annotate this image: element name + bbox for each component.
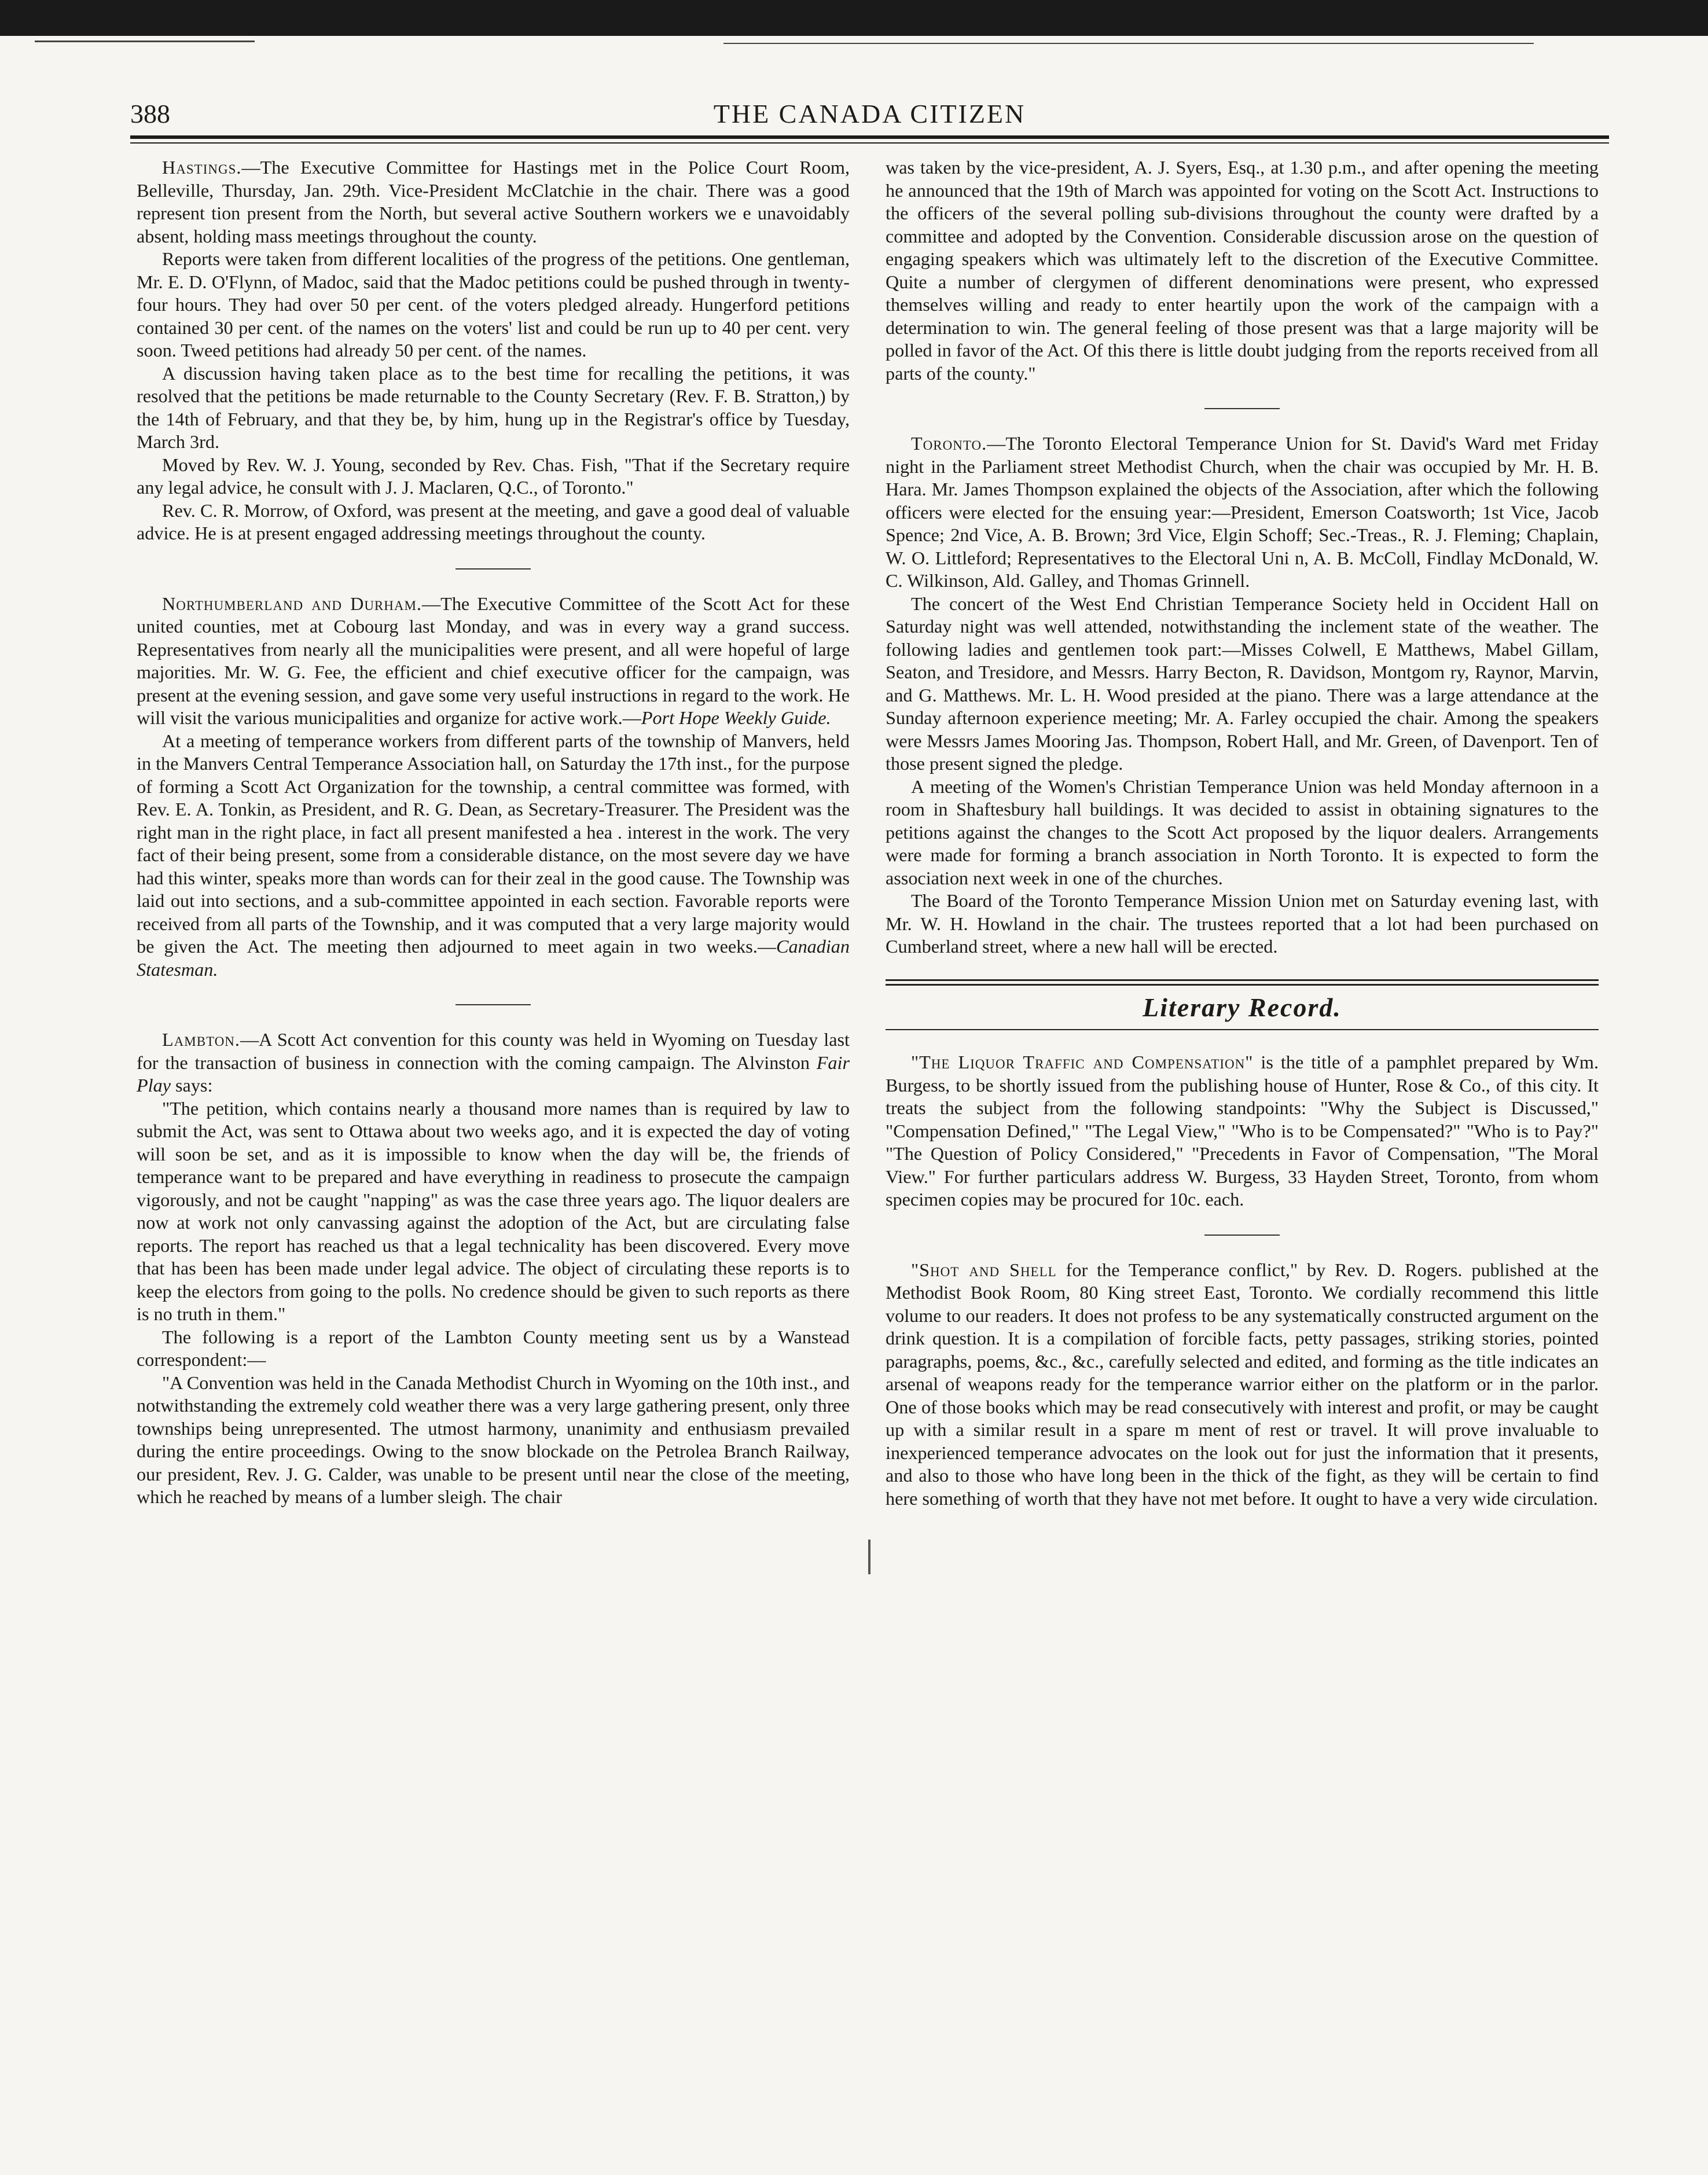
hastings-paragraph: Hastings.—The Executive Committee for Hastings met in the Police Court Room, Belleville, Thursday, Jan. 29th. Vice-President McClatchie in the chair. There was a good represent tion present from the North, but several active Southern workers we e unavoidably absent, holding mass meetings throughout the county. — [137, 157, 850, 247]
northumberland-paragraph: Northumberland and Durham.—The Executive Committee of the Scott Act for these united counties, met at Cobourg last Monday, and was in every way a grand success. Representatives from nearly all the municipalities were present, and all were hopeful of large majorities. Mr. W. G. Fee, the efficient and chief executive officer for the campaign, was present at the evening session, and gave some very useful instructions in regard to the work. He will visit the various municipalities and organize for active work.—Port Hope Weekly Guide. — [137, 593, 850, 728]
right-column — [886, 156, 1599, 1510]
article-paragraph: Reports were taken from different localities of the progress of the petitions. One gentleman, Mr. E. D. O'Flynn, of Madoc, said that the Madoc petitions could be pushed through in twenty-four hours. They had over 50 per cent. of the voters pledged already. Hungerford petitions contained 30 per cent. of the names on the voters' list and could be run up to 40 per cent. very soon. Tweed petitions had already 50 per cent. of the names. — [137, 248, 850, 361]
toronto-paragraph: Toronto.—The Toronto Electoral Temperance Union for St. David's Ward met Friday night in the Parliament street Methodist Church, when the chair was occupied by Mr. H. B. Hara. Mr. James Thompson explained the objects of the Association, after which the following officers were elected for the ensuing year:—President, Emerson Coatsworth; 1st Vice, Jacob Spence; 2nd Vice, A. B. Brown; 3rd Vice, Elgin Schoff; Sec.-Treas., R. J. Fleming; Chaplain, W. O. Littleford; Representatives to the Electoral Uni n, A. B. McColl, Findlay McDonald, W. C. Wilkinson, Ald. Galley, and Thomas Grinnell. — [886, 433, 1599, 591]
article-paragraph: A discussion having taken place as to the best time for recalling the petitions, it was resolved that the petitions be made returnable to the County Secretary (Rev. F. B. Stratton,) by the 14th of February, and that they be, by him, hung up in the Registrar's office by Tuesday, March 3rd. — [137, 362, 850, 452]
review-title: "Shot and Shell — [911, 1259, 1057, 1280]
review-title: "The Liquor Traffic and Compensation" — [911, 1052, 1254, 1072]
article-paragraph: The concert of the West End Christian Temperance Society held in Occident Hall on Saturday night was well attended, notwithstanding the inclement state of the weather. The following ladies and gentlemen took part:—Misses Colwell, E Matthews, Mabel Gillam, Seaton, and Tresidore, and Messrs. Harry Becton, R. Davidson, Montgom ry, Raynor, Marvin, and G. Matthews. Mr. L. H. Wood presided at the piano. There was a large attendance at the Sunday afternoon experience meeting; Mr. A. Farley occupied the chair. Among the speakers were Messrs James Mooring Jas. Thompson, Robert Hall, and Mr. Green, of Davenport. Ten of those present signed the pledge. — [886, 593, 1599, 774]
article-paragraph: The Board of the Toronto Temperance Mission Union met on Saturday evening last, with Mr. W. H. Howland in the chair. The trustees reported that a lot had been purchased on Cumberland street, where a new hall will be erected. — [886, 890, 1599, 957]
article-paragraph: Moved by Rev. W. J. Young, seconded by Rev. Chas. Fish, "That if the Secretary require any legal advice, he consult with J. J. Maclaren, Q.C., of Toronto." — [137, 454, 850, 498]
scan-speck — [723, 43, 1534, 44]
source-citation: Port Hope Weekly Guide. — [641, 707, 831, 728]
section-double-rule — [886, 979, 1599, 986]
gutter-mark — [868, 1540, 870, 1574]
review-paragraph: "The Liquor Traffic and Compensation" is the title of a pamphlet prepared by Wm. Burgess, to be shortly issued from the publishing house of Hunter, Rose & Co., of this city. It treats the subject from the following standpoints: "Why the Subject is Discussed," "Compensation Defined," "The Legal View," "Who is to be Compensated?" "Who is to Pay?" "The Question of Policy Considered," "Precedents in Favor of Compensation, "The Moral View." For further particulars address W. Burgess, 33 Hayden Street, Toronto, from whom specimen copies may be procured for 10c. each. — [886, 1052, 1599, 1210]
article-quote: "A Convention was held in the Canada Methodist Church in Wyoming on the 10th inst., and notwithstanding the extremely cold weather there was a very large gathering present, only three townships being unrepresented. The utmost harmony, unanimity and enthusiasm prevailed during the entire proceedings. Owing to the snow blockade on the Petrolea Branch Railway, our president, Rev. J. G. Calder, was unable to be present until near the close of the meeting, which he reached by means of a lumber sleigh. The chair — [137, 1372, 850, 1507]
page-header — [130, 93, 1609, 133]
manvers-paragraph: At a meeting of temperance workers from different parts of the township of Manvers, held in the Manvers Central Temperance Association hall, on Saturday the 17th inst., for the purpose of forming a Scott Act Organization for the township, a central committee was formed, with Rev. E. A. Tonkin, as President, and R. G. Dean, as Secretary-Treasurer. The President was the right man in the right place, in fact all present manifested a hea . interest in the work. The very fact of their being present, some from a considerable distance, on the most severe day we have had this winter, speaks more than words can for their zeal in the good cause. The Township was laid out into sections, and a sub-committee appointed in each section. Favorable reports were received from all parts of the Township, and it was computed that a very large majority would be given the Act. The meeting then adjourned to meet again in two weeks.—Canadian Statesman. — [137, 730, 850, 980]
article-quote: "The petition, which contains nearly a thousand more names than is required by law to submit the Act, was sent to Ottawa about two weeks ago, and it is expected the day of voting will soon be set, and as it is impossible to know when the day will be, the friends of temperance want to be prepared and have everything in readiness to prosecute the campaign vigorously, and not be caught "napping" as was the case three years ago. The liquor dealers are now at work not only canvassing against the adoption of the Act, but are circulating false reports. The report has reached us that a legal technicality has been discovered. Every move that has been has been made under legal advice. The object of circulating these reports is to keep the electors from going to the polls. No credence should be given to such reports as there is no truth in them." — [137, 1097, 850, 1324]
left-column — [137, 156, 850, 1509]
section-separator — [456, 1004, 531, 1005]
article-paragraph: The following is a report of the Lambton County meeting sent us by a Wanstead correspondent:— — [137, 1326, 850, 1370]
section-lead: Toronto. — [911, 433, 987, 454]
section-separator — [1204, 1235, 1280, 1236]
header-rule-thick — [130, 135, 1609, 139]
section-separator — [456, 568, 531, 570]
header-rule-thin — [130, 142, 1609, 144]
scan-top-border — [0, 0, 1708, 36]
literary-record-heading: Literary Record. — [1143, 992, 1342, 1022]
section-lead: Hastings. — [162, 157, 242, 178]
page-title: THE CANADA CITIZEN — [713, 99, 1026, 128]
source-citation: Canadian Statesman. — [137, 936, 850, 980]
article-paragraph: was taken by the vice-president, A. J. Syers, Esq., at 1.30 p.m., and after opening the meeting he announced that the 19th of March was appointed for voting on the Scott Act. Instructions to the officers of the several polling sub-divisions throughout the county were drafted by a committee and adopted by the Convention. Considerable discussion arose on the question of engaging speakers which was ultimately left to the discretion of the Executive Committee. Quite a number of clergymen of different denominations were present, who expressed themselves willing and ready to enter heartily upon the work of the campaign with a determination to win. The general feeling of those present was that a large majority will be polled in favor of the Act. Of this there is little doubt judging from the reports received from all parts of the county." — [886, 157, 1599, 384]
page-number: 388 — [130, 99, 170, 128]
newspaper-name: Fair Play — [137, 1052, 850, 1096]
section-lead: Northumberland and Durham. — [162, 593, 422, 614]
review-paragraph: "Shot and Shell for the Temperance conflict," by Rev. D. Rogers. published at the Methodist Book Room, 80 King street East, Toronto. We cordially recommend this little volume to our readers. It does not profess to be any systematically constructed argument on the drink question. It is a compilation of forcible facts, petty passages, striking stories, pointed paragraphs, poems, &c., &c., carefully selected and edited, and forming as the title indicates an arsenal of weapons ready for the temperance warrior either on the platform or in the parlor. One of those books which may be read consecutively with interest and profit, or may be caught up with a similar result in a spare m ment of rest or travel. It will prove invaluable to inexperienced temperance advocates on the look out for just the information that it presents, and also to those who have long been in the thick of the fight, as they will be certain to find here something of worth that they have not met before. It ought to have a very wide circulation. — [886, 1259, 1599, 1509]
lambton-paragraph: Lambton.—A Scott Act convention for this county was held in Wyoming on Tuesday last for the transaction of business in connection with the coming campaign. The Alvinston Fair Play says: — [137, 1029, 850, 1096]
article-paragraph: Rev. C. R. Morrow, of Oxford, was present at the meeting, and gave a good deal of valuable advice. He is at present engaged addressing meetings throughout the county. — [137, 499, 850, 543]
scan-speck — [35, 41, 255, 42]
section-separator — [1204, 408, 1280, 409]
section-lead: Lambton. — [162, 1029, 240, 1050]
article-paragraph: A meeting of the Women's Christian Temperance Union was held Monday afternoon in a room in Shaftesbury hall buildings. It was decided to assist in obtaining signatures to the petitions against the changes to the Scott Act proposed by the liquor dealers. Arrangements were made for forming a branch association in North Toronto. It is expected to form the association next week in one of the churches. — [886, 776, 1599, 888]
heading-rule — [886, 1029, 1599, 1030]
